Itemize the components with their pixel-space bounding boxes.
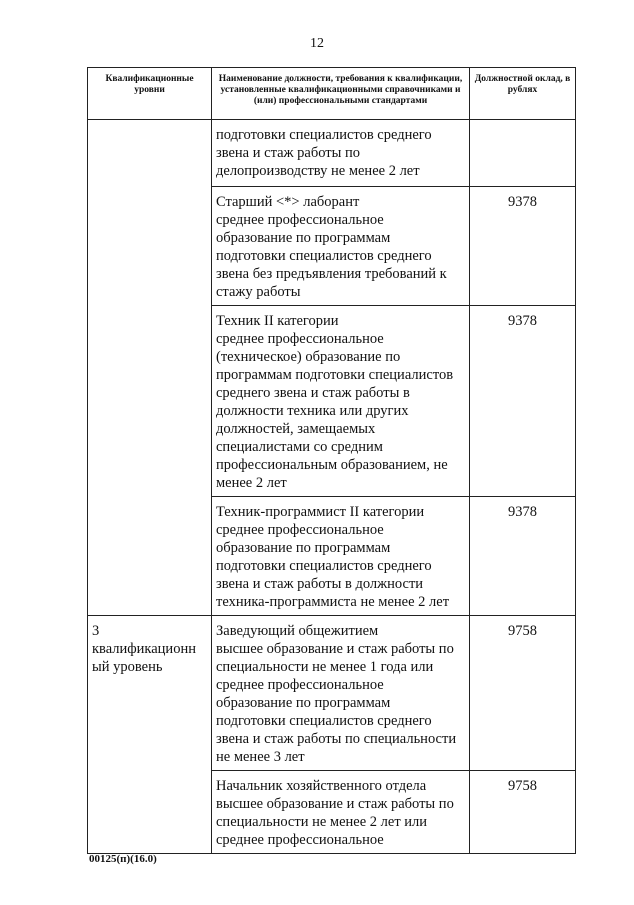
cell-line: программам подготовки специалистов (216, 367, 454, 383)
cell-line: среднее профессиональное (216, 677, 384, 693)
salary-cell: 9758 (470, 771, 576, 854)
cell-line: звена и стаж работы в должности (216, 576, 424, 592)
position-title: Заведующий общежитием (216, 623, 379, 639)
table-header-row (88, 68, 576, 120)
cell-line: звена без предъявления требований к (216, 266, 447, 282)
qualification-level-cell-empty (88, 120, 212, 616)
cell-line: среднее профессиональное (216, 212, 384, 228)
cell-line: высшее образование и стаж работы по (216, 641, 454, 657)
cell-line: стажу работы (216, 284, 301, 300)
header-salary: Должностной оклад, в рублях (470, 68, 576, 120)
cell-line: подготовки специалистов среднего (216, 558, 432, 574)
salary-cell: 9758 (470, 616, 576, 771)
cell-line: специалистами со средним (216, 439, 383, 455)
position-requirements-cell (212, 120, 470, 187)
salary-cell: 9378 (470, 187, 576, 306)
cell-line: профессиональным образованием, не (216, 457, 448, 473)
cell-line: подготовки специалистов среднего (216, 248, 432, 264)
cell-line: менее 2 лет (216, 475, 287, 491)
cell-line: звена и стаж работы по специальности (216, 731, 457, 747)
qualification-table (87, 67, 576, 854)
salary-cell: 9378 (470, 306, 576, 497)
cell-line: образование по программам (216, 540, 391, 556)
level-number: 3 (92, 623, 100, 639)
position-title: Техник II категории (216, 313, 339, 329)
cell-line: звена и стаж работы по (216, 145, 360, 161)
table-row (88, 120, 576, 187)
cell-line: высшее образование и стаж работы по (216, 796, 454, 812)
header-position-requirements: Наименование должности, требования к квалификации, установленные квалификационными справочниками и (или) профессиональными стандартами (212, 68, 470, 120)
position-requirements-cell (212, 306, 470, 497)
cell-line: среднее профессиональное (216, 331, 384, 347)
position-requirements-cell (212, 187, 470, 306)
level-label: ый уровень (92, 659, 163, 675)
cell-line: (техническое) образование по (216, 349, 401, 365)
cell-line: подготовки специалистов среднего (216, 127, 432, 143)
cell-line: делопроизводству не менее 2 лет (216, 163, 420, 179)
cell-line: образование по программам (216, 230, 391, 246)
header-qualification-levels: Квалификационные уровни (88, 68, 212, 120)
level-label: квалификационн (92, 641, 196, 657)
cell-line: специальности не менее 2 лет или (216, 814, 428, 830)
cell-line: не менее 3 лет (216, 749, 305, 765)
position-requirements-cell (212, 497, 470, 616)
cell-line: среднее профессиональное (216, 832, 384, 848)
cell-line: техника-программиста не менее 2 лет (216, 594, 450, 610)
position-title: Начальник хозяйственного отдела (216, 778, 427, 794)
cell-line: образование по программам (216, 695, 391, 711)
cell-line: специальности не менее 1 года или (216, 659, 434, 675)
table-row (88, 616, 576, 771)
document-code: 00125(п)(16.0) (89, 853, 157, 865)
position-title: Старший <*> лаборант (216, 194, 360, 210)
qualification-level-cell (88, 616, 212, 854)
position-title: Техник-программист II категории (216, 504, 425, 520)
position-requirements-cell (212, 616, 470, 771)
page-number: 12 (310, 36, 324, 51)
cell-line: подготовки специалистов среднего (216, 713, 432, 729)
cell-line: среднего звена и стаж работы в (216, 385, 410, 401)
cell-line: среднее профессиональное (216, 522, 384, 538)
salary-cell (470, 120, 576, 187)
position-requirements-cell (212, 771, 470, 854)
salary-cell: 9378 (470, 497, 576, 616)
cell-line: должностей, замещаемых (216, 421, 376, 437)
cell-line: должности техника или других (216, 403, 409, 419)
